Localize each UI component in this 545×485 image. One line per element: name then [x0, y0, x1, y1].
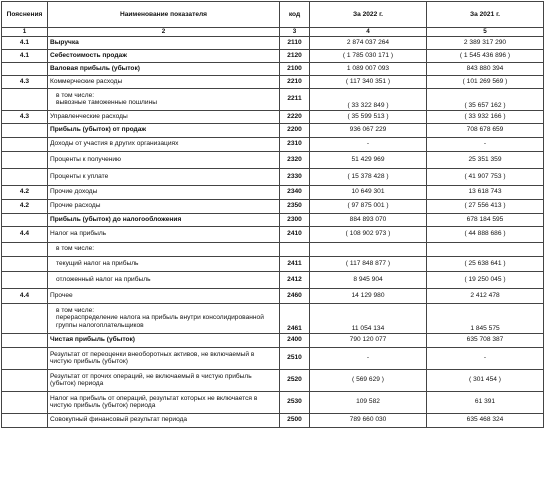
header-indicator-name: [48, 2, 280, 28]
row-value-2022: ( 15 378 428 ): [310, 168, 427, 185]
row-name: Налог на прибыль от операций, результат которых не включается в чистую прибыль (убыток) периода: [48, 391, 280, 413]
row-code: 2310: [280, 137, 310, 151]
row-value-2021: ( 35 657 162 ): [427, 88, 544, 110]
table-row: [2, 49, 544, 62]
row-value-2021: ( 101 269 569 ): [427, 75, 544, 88]
table-row: [2, 413, 544, 427]
row-value-2022: ( 97 875 001 ): [310, 199, 427, 213]
row-name: Прочие доходы: [48, 185, 280, 199]
column-number: 3: [280, 28, 310, 37]
row-name: Валовая прибыль (убыток): [48, 62, 280, 75]
row-value-2021: 2 412 478: [427, 288, 544, 303]
row-note: [2, 137, 48, 151]
row-note: 4.1: [2, 49, 48, 62]
row-code: 2520: [280, 369, 310, 391]
row-value-2021: -: [427, 347, 544, 369]
table-row: [2, 137, 544, 151]
row-note: [2, 123, 48, 137]
header-year-2022: За 2022 г.: [310, 2, 427, 28]
row-value-2022: [310, 242, 427, 256]
row-code: 2412: [280, 271, 310, 288]
row-value-2021: [427, 242, 544, 256]
row-note: 4.3: [2, 75, 48, 88]
row-name: Налог на прибыль: [48, 226, 280, 242]
table-row: [2, 288, 544, 303]
row-code: 2400: [280, 333, 310, 347]
header-name-line2: показателя: [170, 10, 208, 18]
table-row: [2, 391, 544, 413]
row-name: Проценты к уплате: [48, 168, 280, 185]
row-value-2021: 25 351 359: [427, 151, 544, 168]
row-code: [280, 242, 310, 256]
row-code: 2211: [280, 88, 310, 110]
row-code: 2411: [280, 256, 310, 271]
header-notes: Пояснения: [2, 2, 48, 28]
row-note: [2, 256, 48, 271]
row-code: 2320: [280, 151, 310, 168]
row-code: 2340: [280, 185, 310, 199]
row-name: Управленческие расходы: [48, 110, 280, 123]
row-value-2021: 635 708 387: [427, 333, 544, 347]
table-header-row: [2, 2, 544, 28]
row-note: [2, 347, 48, 369]
row-value-2021: ( 41 907 753 ): [427, 168, 544, 185]
row-value-2021: 61 391: [427, 391, 544, 413]
row-name: Чистая прибыль (убыток): [48, 333, 280, 347]
row-value-2022: -: [310, 137, 427, 151]
row-note: [2, 213, 48, 226]
row-name: Доходы от участия в других организациях: [48, 137, 280, 151]
row-value-2021: ( 25 638 641 ): [427, 256, 544, 271]
row-code: 2220: [280, 110, 310, 123]
row-value-2022: ( 1 785 030 171 ): [310, 49, 427, 62]
row-code: 2350: [280, 199, 310, 213]
row-name: Коммерческие расходы: [48, 75, 280, 88]
header-name-line1: Наименование: [119, 10, 169, 18]
table-row: [2, 303, 544, 333]
row-note: [2, 88, 48, 110]
row-name: вывозные таможенные пошлины: [56, 99, 157, 107]
row-value-2022: 14 129 980: [310, 288, 427, 303]
row-note: [2, 369, 48, 391]
row-name: Совокупный финансовый результат периода: [48, 413, 280, 427]
table-row: [2, 75, 544, 88]
row-value-2022: 2 874 037 264: [310, 36, 427, 49]
row-value-2021: 635 468 324: [427, 413, 544, 427]
row-code: 2461: [280, 303, 310, 333]
table-row: [2, 88, 544, 110]
table-row: [2, 271, 544, 288]
row-note: [2, 413, 48, 427]
row-value-2021: ( 1 545 436 896 ): [427, 49, 544, 62]
table-row: [2, 199, 544, 213]
row-value-2021: ( 301 454 ): [427, 369, 544, 391]
row-value-2022: 884 893 070: [310, 213, 427, 226]
column-number: 2: [48, 28, 280, 37]
table-row: [2, 333, 544, 347]
row-value-2022: 109 582: [310, 391, 427, 413]
table-row: [2, 347, 544, 369]
header-code: код: [280, 2, 310, 28]
table-row: [2, 213, 544, 226]
row-name: отложенный налог на прибыль: [48, 271, 280, 288]
table-row: [2, 242, 544, 256]
row-value-2021: 2 389 317 290: [427, 36, 544, 49]
row-value-2022: 936 067 229: [310, 123, 427, 137]
row-note: 4.2: [2, 199, 48, 213]
row-name: Прочие расходы: [48, 199, 280, 213]
row-note: [2, 168, 48, 185]
row-name: Результат от прочих операций, не включаемый в чистую прибыль (убыток) периода: [48, 369, 280, 391]
row-note: 4.4: [2, 288, 48, 303]
table-row: [2, 62, 544, 75]
row-value-2022: ( 569 629 ): [310, 369, 427, 391]
row-code: 2200: [280, 123, 310, 137]
row-value-2022: 789 660 030: [310, 413, 427, 427]
column-number-row: [2, 28, 544, 37]
table-row: [2, 168, 544, 185]
row-value-2022: 790 120 077: [310, 333, 427, 347]
row-value-2021: 678 184 595: [427, 213, 544, 226]
row-name-cell: [48, 303, 280, 333]
row-name: Проценты к получению: [48, 151, 280, 168]
column-number: 4: [310, 28, 427, 37]
row-value-2021: ( 27 556 413 ): [427, 199, 544, 213]
table-row: [2, 110, 544, 123]
financial-results-table: [1, 1, 544, 428]
row-value-2022: ( 117 848 877 ): [310, 256, 427, 271]
row-name: Выручка: [48, 36, 280, 49]
row-code: 2500: [280, 413, 310, 427]
row-name: Прибыль (убыток) до налогообложения: [48, 213, 280, 226]
row-value-2022: 11 054 134: [310, 303, 427, 333]
table-row: [2, 226, 544, 242]
row-name-cell: [48, 88, 280, 110]
row-note: 4.4: [2, 226, 48, 242]
row-note: [2, 151, 48, 168]
column-number: 5: [427, 28, 544, 37]
row-code: 2100: [280, 62, 310, 75]
row-code: 2460: [280, 288, 310, 303]
row-value-2021: -: [427, 137, 544, 151]
row-value-2022: 8 945 904: [310, 271, 427, 288]
table-row: [2, 185, 544, 199]
row-value-2022: ( 35 599 513 ): [310, 110, 427, 123]
row-value-2022: ( 108 902 973 ): [310, 226, 427, 242]
row-code: 2410: [280, 226, 310, 242]
row-name: Результат от переоценки внеоборотных активов, не включаемый в чистую прибыль (убыток): [48, 347, 280, 369]
row-code: 2210: [280, 75, 310, 88]
row-name: Прибыль (убыток) от продаж: [48, 123, 280, 137]
row-value-2021: 1 845 575: [427, 303, 544, 333]
row-value-2022: ( 117 340 351 ): [310, 75, 427, 88]
row-value-2022: ( 33 322 849 ): [310, 88, 427, 110]
table-row: [2, 123, 544, 137]
row-value-2021: ( 33 932 166 ): [427, 110, 544, 123]
row-note: [2, 391, 48, 413]
row-value-2021: 708 678 659: [427, 123, 544, 137]
row-code: 2300: [280, 213, 310, 226]
table-row: [2, 369, 544, 391]
header-year-2021: За 2021 г.: [427, 2, 544, 28]
row-note: [2, 333, 48, 347]
row-value-2021: ( 44 888 686 ): [427, 226, 544, 242]
row-note: 4.3: [2, 110, 48, 123]
row-note: [2, 303, 48, 333]
row-value-2021: 13 618 743: [427, 185, 544, 199]
row-code: 2110: [280, 36, 310, 49]
table-row: [2, 256, 544, 271]
row-note: 4.1: [2, 36, 48, 49]
table-row: [2, 36, 544, 49]
row-name: текущий налог на прибыль: [48, 256, 280, 271]
row-subheading: в том числе:: [56, 307, 95, 315]
row-code: 2530: [280, 391, 310, 413]
row-code: 2330: [280, 168, 310, 185]
row-note: [2, 242, 48, 256]
row-value-2022: -: [310, 347, 427, 369]
row-note: [2, 271, 48, 288]
table-row: [2, 151, 544, 168]
row-value-2021: 843 880 394: [427, 62, 544, 75]
row-subheading: в том числе:: [56, 91, 95, 99]
row-value-2022: 1 089 007 093: [310, 62, 427, 75]
row-value-2021: ( 19 250 045 ): [427, 271, 544, 288]
row-code: 2120: [280, 49, 310, 62]
row-code: 2510: [280, 347, 310, 369]
row-note: 4.2: [2, 185, 48, 199]
row-name: Себестоимость продаж: [48, 49, 280, 62]
row-value-2022: 51 429 969: [310, 151, 427, 168]
row-name: перераспределение налога на прибыль внутри консолидированной группы налогоплательщиков: [56, 314, 264, 329]
row-name: Прочее: [48, 288, 280, 303]
column-number: 1: [2, 28, 48, 37]
row-note: [2, 62, 48, 75]
row-value-2022: 10 649 301: [310, 185, 427, 199]
row-name: в том числе:: [48, 242, 280, 256]
